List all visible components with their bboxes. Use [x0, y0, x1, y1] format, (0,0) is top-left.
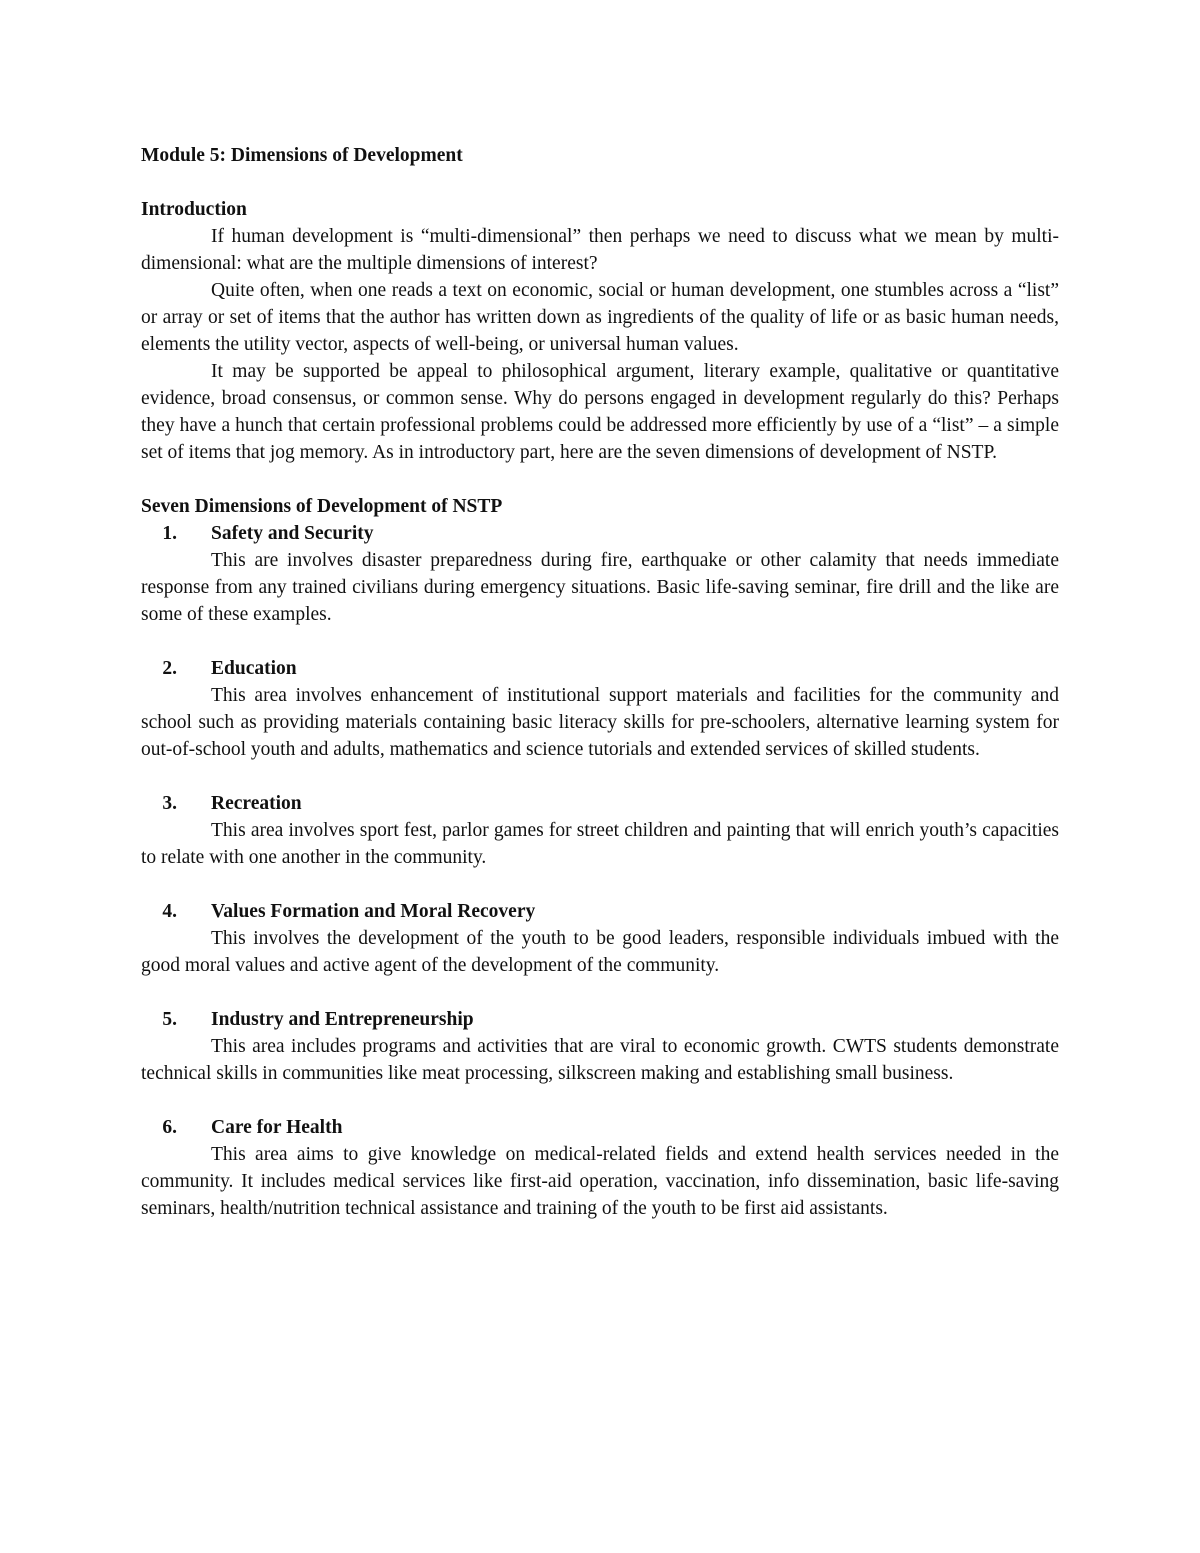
document-title: Module 5: Dimensions of Development — [141, 145, 463, 166]
spacer — [141, 979, 1059, 1006]
spacer — [141, 871, 1059, 898]
spacer — [141, 628, 1059, 655]
dimension-item-6 — [141, 1114, 1059, 1222]
item-number: 6. — [162, 1117, 177, 1138]
item-title: Care for Health — [211, 1117, 343, 1138]
item-title: Industry and Entrepreneurship — [211, 1009, 474, 1030]
item-number: 1. — [162, 523, 177, 544]
item-number: 3. — [162, 793, 177, 814]
intro-paragraph-3: It may be supported be appeal to philosophical argument, literary example, qualitative or quantitative evidence, broad consensus, or common sense. Why do persons engaged in development regularly do this? Perhaps they have a hunch that certain professional problems could be addressed more efficiently by use of a “list” – a simple set of items that jog memory. As in introductory part, here are the seven dimensions of development of NSTP. — [141, 361, 1059, 463]
item-body: This involves the development of the youth to be good leaders, responsible individuals imbued with the good moral values and active agent of the development of the community. — [141, 928, 1059, 976]
spacer — [141, 466, 1059, 493]
item-title: Education — [211, 658, 297, 679]
item-title: Safety and Security — [211, 523, 374, 544]
item-title: Recreation — [211, 793, 302, 814]
spacer — [141, 763, 1059, 790]
document-page — [141, 142, 1059, 1222]
item-body: This area aims to give knowledge on medical-related fields and extend health services needed in the community. It includes medical services like first-aid operation, vaccination, info dissemination, basic life-saving seminars, health/nutrition technical assistance and training of the youth to be first aid assistants. — [141, 1144, 1059, 1219]
dimension-item-3 — [141, 790, 1059, 871]
item-body: This are involves disaster preparedness during fire, earthquake or other calamity that needs immediate response from any trained civilians during emergency situations. Basic life-saving seminar, fire drill and the like are some of these examples. — [141, 550, 1059, 625]
dimension-item-5 — [141, 1006, 1059, 1087]
spacer — [141, 169, 1059, 196]
item-body: This area involves sport fest, parlor games for street children and painting that will enrich youth’s capacities to relate with one another in the community. — [141, 820, 1059, 868]
dimension-item-4 — [141, 898, 1059, 979]
intro-paragraph-2: Quite often, when one reads a text on economic, social or human development, one stumbles across a “list” or array or set of items that the author has written down as ingredients of the quality of life or as basic human needs, elements the utility vector, aspects of well-being, or universal human values. — [141, 280, 1059, 355]
list-heading: Seven Dimensions of Development of NSTP — [141, 496, 503, 517]
item-body: This area involves enhancement of institutional support materials and facilities for the community and school such as providing materials containing basic literacy skills for pre-schoolers, alternative learning system for out-of-school youth and adults, mathematics and science tutorials and extended services of skilled students. — [141, 685, 1059, 760]
intro-heading: Introduction — [141, 199, 247, 220]
spacer — [141, 1087, 1059, 1114]
item-title: Values Formation and Moral Recovery — [211, 901, 536, 922]
dimension-item-2 — [141, 655, 1059, 763]
item-number: 4. — [162, 901, 177, 922]
item-number: 5. — [162, 1009, 177, 1030]
item-body: This area includes programs and activities that are viral to economic growth. CWTS students demonstrate technical skills in communities like meat processing, silkscreen making and establishing small business. — [141, 1036, 1059, 1084]
dimension-item-1 — [141, 520, 1059, 628]
item-number: 2. — [162, 658, 177, 679]
intro-paragraph-1: If human development is “multi-dimensional” then perhaps we need to discuss what we mean by multi-dimensional: what are the multiple dimensions of interest? — [141, 226, 1059, 274]
